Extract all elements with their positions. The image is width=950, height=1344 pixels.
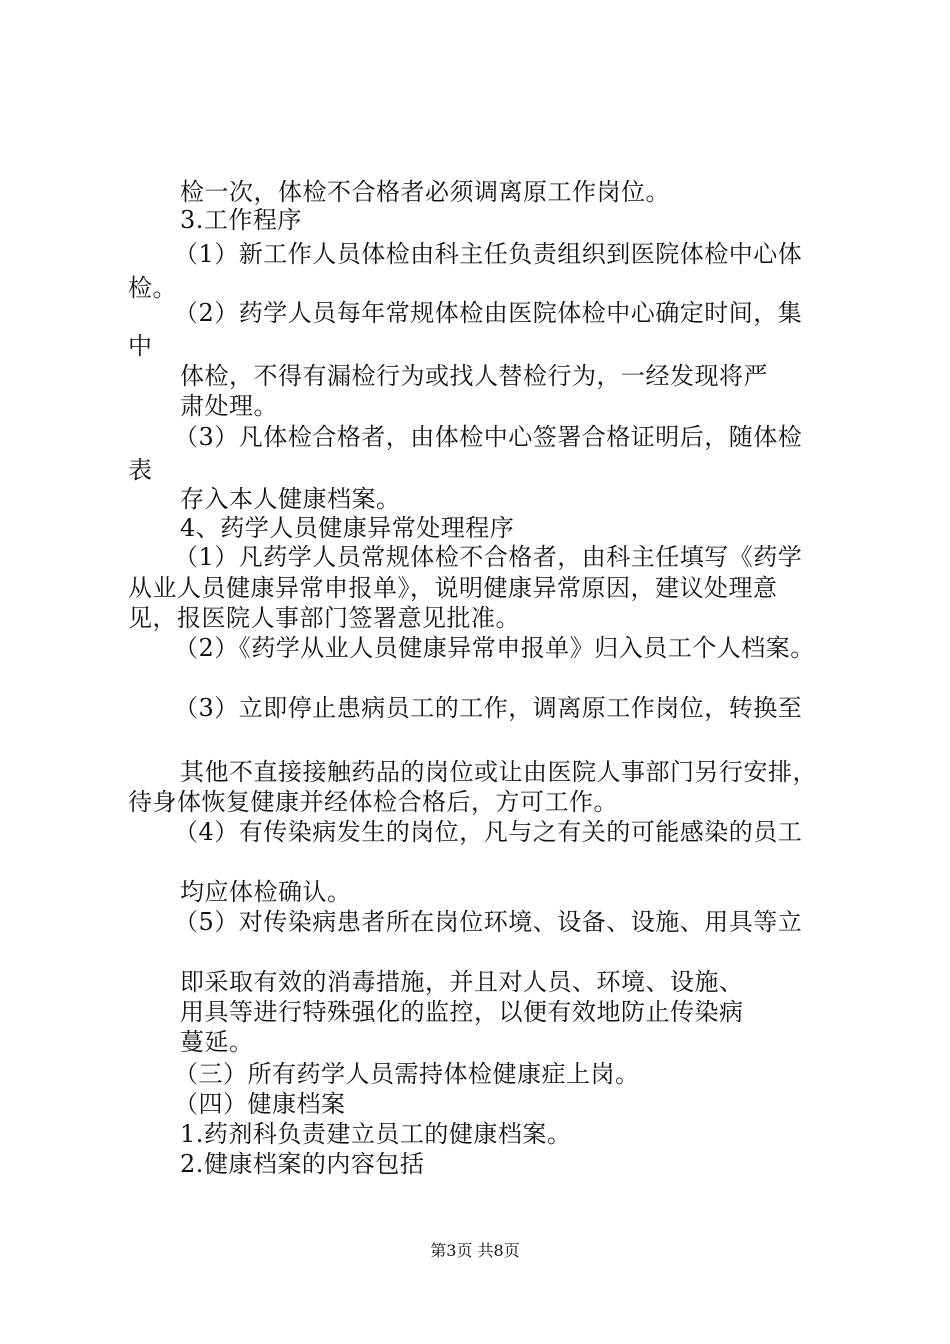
- body-line: （4）有传染病发生的岗位，凡与之有关的可能感染的员工: [174, 818, 803, 846]
- body-line: 用具等进行特殊强化的监控，以便有效地防止传染病: [180, 998, 744, 1026]
- body-line: 2.健康档案的内容包括: [180, 1150, 425, 1178]
- body-line: 4、药学人员健康异常处理程序: [180, 514, 515, 542]
- body-line: 见，报医院人事部门签署意见批准。: [128, 604, 520, 632]
- body-line: （2）《药学从业人员健康异常申报单》归入员工个人档案。: [174, 634, 815, 662]
- body-line: （3）凡体检合格者，由体检中心签署合格证明后，随体检: [174, 423, 803, 451]
- body-line: （2）药学人员每年常规体检由医院体检中心确定时间，集: [174, 299, 803, 327]
- body-line: 均应体检确认。: [180, 878, 352, 906]
- body-line: 检一次，体检不合格者必须调离原工作岗位。: [180, 178, 670, 206]
- body-line: 肃处理。: [180, 392, 278, 420]
- body-line: 其他不直接接触药品的岗位或让由医院人事部门另行安排，: [180, 758, 817, 786]
- body-line: 从业人员健康异常申报单》，说明健康异常原因，建议处理意: [128, 574, 778, 602]
- body-line: 中: [128, 332, 153, 360]
- body-line: 蔓延。: [180, 1028, 254, 1056]
- body-line: 待身体恢复健康并经体检合格后，方可工作。: [128, 788, 618, 816]
- body-line: 即采取有效的消毒措施，并且对人员、环境、设施、: [180, 968, 744, 996]
- body-line: （三）所有药学人员需持体检健康症上岗。: [174, 1060, 640, 1088]
- body-line: 检。: [128, 274, 177, 302]
- body-line: （3）立即停止患病员工的工作，调离原工作岗位，转换至: [174, 694, 803, 722]
- page-footer: 第3页 共8页: [430, 1241, 520, 1260]
- body-line: （1）新工作人员体检由科主任负责组织到医院体检中心体: [174, 240, 803, 268]
- body-line: （四）健康档案: [174, 1090, 346, 1118]
- body-line: （5）对传染病患者所在岗位环境、设备、设施、用具等立: [174, 908, 803, 936]
- body-line: 1.药剂科负责建立员工的健康档案。: [180, 1120, 572, 1148]
- body-line: （1）凡药学人员常规体检不合格者，由科主任填写《药学: [174, 543, 803, 571]
- body-line: 存入本人健康档案。: [180, 485, 401, 513]
- body-line: 体检，不得有漏检行为或找人替检行为，一经发现将严: [180, 362, 768, 390]
- body-line: 表: [128, 456, 153, 484]
- body-line: 3.工作程序: [180, 206, 302, 234]
